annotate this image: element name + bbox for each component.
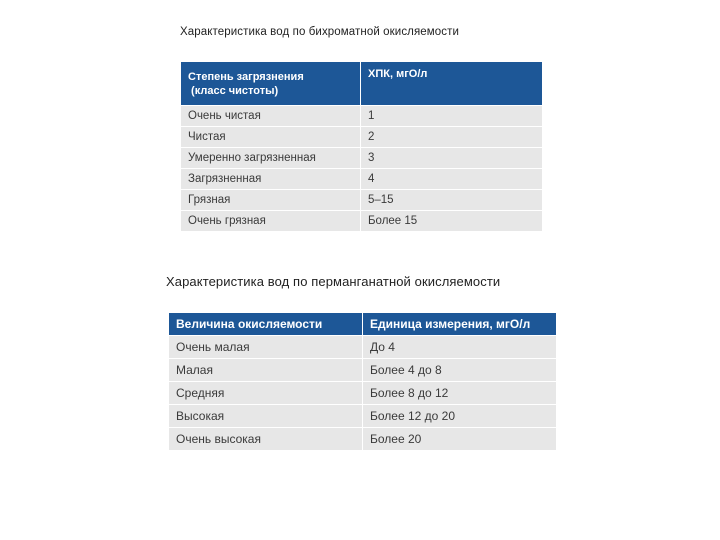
header-pollution-degree <box>181 62 361 106</box>
cell-level: Высокая <box>169 405 363 428</box>
cell-level: Очень малая <box>169 336 363 359</box>
header-pollution-degree-line1: Степень загрязнения (класс чистоты) <box>188 70 304 97</box>
table-header-row <box>169 313 557 336</box>
bichromate-oxidizability-table <box>180 61 543 232</box>
cell-level: Малая <box>169 359 363 382</box>
table-row <box>169 359 557 382</box>
table-row <box>169 428 557 451</box>
table-row <box>169 405 557 428</box>
cell-range: Более 20 <box>363 428 557 451</box>
table-row <box>181 190 543 211</box>
table-row <box>181 127 543 148</box>
cell-class: Грязная <box>181 190 361 211</box>
header-cod: ХПК, мгО/л <box>361 62 543 106</box>
table-row <box>169 382 557 405</box>
cell-class: Очень чистая <box>181 106 361 127</box>
header-unit: Единица измерения, мгО/л <box>363 313 557 336</box>
cell-level: Очень высокая <box>169 428 363 451</box>
bichromate-table-caption: Характеристика вод по бихроматной окисляемости <box>180 26 460 38</box>
cell-value: 5–15 <box>361 190 543 211</box>
cell-value: Более 15 <box>361 211 543 232</box>
table-row <box>169 336 557 359</box>
cell-value: 3 <box>361 148 543 169</box>
table-row <box>181 148 543 169</box>
cell-range: Более 4 до 8 <box>363 359 557 382</box>
cell-range: Более 12 до 20 <box>363 405 557 428</box>
cell-value: 4 <box>361 169 543 190</box>
cell-value: 1 <box>361 106 543 127</box>
cell-class: Чистая <box>181 127 361 148</box>
permanganate-table-caption: Характеристика вод по перманганатной окисляемости <box>166 274 501 289</box>
cell-range: Более 8 до 12 <box>363 382 557 405</box>
cell-range: До 4 <box>363 336 557 359</box>
cell-class: Очень грязная <box>181 211 361 232</box>
cell-level: Средняя <box>169 382 363 405</box>
table-header-row <box>181 62 543 106</box>
cell-class: Умеренно загрязненная <box>181 148 361 169</box>
cell-class: Загрязненная <box>181 169 361 190</box>
header-oxidizability-value: Величина окисляемости <box>169 313 363 336</box>
table-row <box>181 211 543 232</box>
cell-value: 2 <box>361 127 543 148</box>
table-row <box>181 106 543 127</box>
table-row <box>181 169 543 190</box>
permanganate-oxidizability-table <box>168 312 557 451</box>
